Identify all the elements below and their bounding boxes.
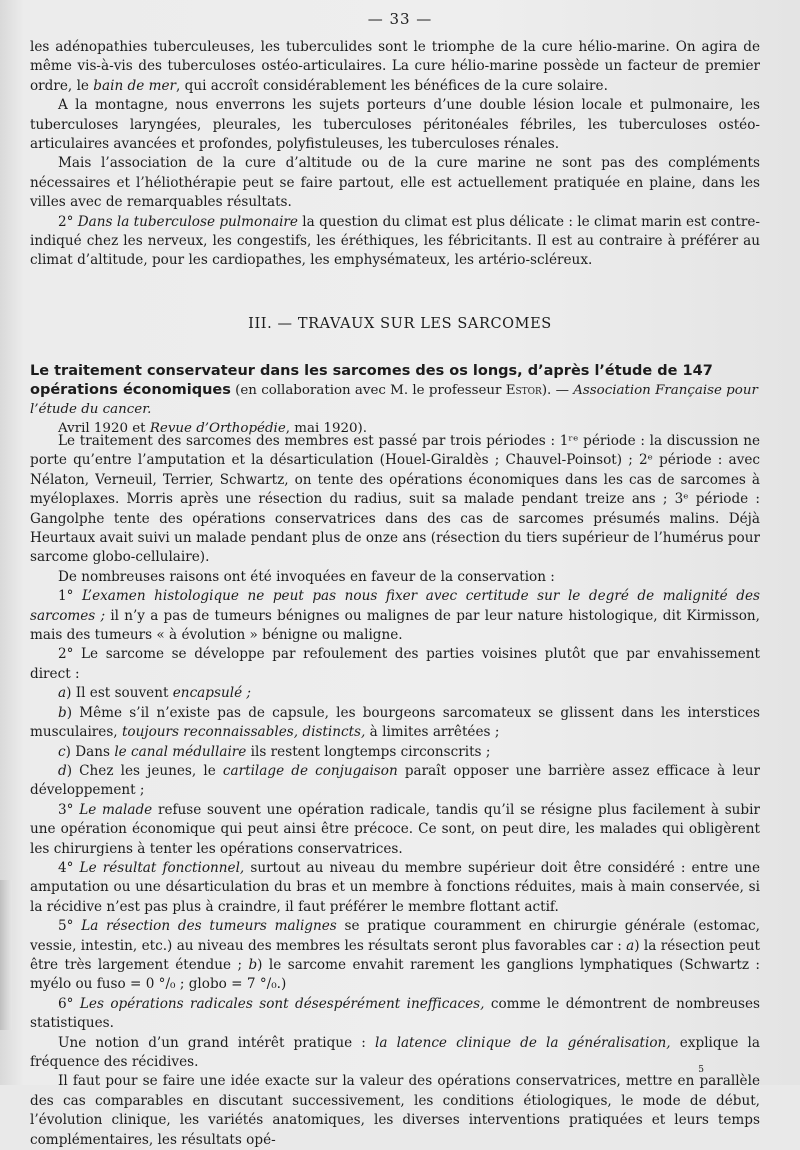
body-paragraph	[30, 645, 760, 684]
body-paragraph	[30, 743, 760, 762]
paragraph-text: ) Chez les jeunes, le	[66, 762, 223, 779]
article-journal-2: Revue d’Orthopédie	[149, 421, 286, 436]
paragraph-text: les adénopathies tuberculeuses, les tuberculides sont le triomphe de la cure hélio-marine. On agira de même vis-à-vis des tuberculoses ostéo-articulaires. La cure hélio-marine possède un facteur de premier ordre, le	[30, 39, 760, 94]
paragraph-text: ils restent longtemps circonscrits ;	[246, 743, 491, 760]
body-paragraph	[30, 1072, 760, 1150]
italic-text: L’examen histologique ne peut pas nous fixer avec certitude sur le degré de malignité des sarcomes ;	[30, 588, 760, 624]
paragraph-text: comme le démontrent de nombreuses statistiques.	[30, 995, 760, 1032]
italic-text: a	[58, 685, 67, 702]
intro-paragraph	[30, 213, 760, 271]
paragraph-text: à limites arrêtées ;	[365, 724, 500, 741]
body-paragraph	[30, 859, 760, 917]
paragraph-text: Une notion d’un grand intérêt pratique :	[58, 1034, 376, 1051]
body-paragraph	[30, 568, 760, 587]
italic-text: bain de mer	[93, 77, 177, 94]
intro-paragraph	[30, 38, 760, 96]
paragraph-text: 4°	[58, 859, 80, 876]
article-body	[30, 432, 760, 1150]
paragraph-text: ) le sarcome envahit rarement les ganglions lymphatiques (Schwartz : myélo ou fuso = 0 °/₀ ; globo = 7 °/₀.)	[30, 956, 760, 993]
italic-text: d	[58, 762, 67, 779]
paragraph-text: 2°	[58, 213, 78, 230]
italic-text: b	[248, 956, 258, 973]
body-paragraph	[30, 704, 760, 743]
body-paragraph	[30, 801, 760, 859]
paragraph-text: surtout au niveau du membre supérieur doit être considéré : entre une amputation ou une désarticulation du bras et un membre à fonctions réduites, mais à main conservée, si la récidive n’est pas plus à craindre, il faut préférer le membre flottant actif.	[30, 859, 760, 915]
body-paragraph	[30, 432, 760, 568]
paragraph-text: paraît opposer une barrière assez efficace à leur développement ;	[30, 762, 760, 799]
italic-text: cartilage de conjugaison	[222, 762, 398, 779]
article-header	[30, 362, 760, 438]
italic-text: toujours reconnaissables, distincts,	[121, 724, 366, 741]
paragraph-text: il n’y a pas de tumeurs bénignes ou malignes de par leur nature histologique, dit Kirmisson, mais des tumeurs « à évolution » bénigne ou maligne.	[30, 607, 760, 644]
paragraph-text: la question du climat est plus délicate : le climat marin est contre-indiqué chez les nerveux, les congestifs, les éréthiques, les fébricitants. Il est au contraire à préférer au climat d’altitude, pour les cardiopathes, les emphysémateux, les artério-scléreux.	[30, 213, 760, 269]
article-cite-date: Avril 1920 et	[58, 421, 150, 436]
paragraph-text: 5°	[58, 918, 82, 935]
italic-text: le canal médullaire	[114, 743, 247, 760]
italic-text: Dans la tuberculose pulmonaire	[77, 213, 298, 230]
footer-mark: 5	[698, 1065, 704, 1075]
article-cite-date-2: , mai 1920).	[285, 421, 368, 436]
paragraph-text: Le traitement des sarcomes des membres est passé par trois périodes : 1ʳᵉ période : la discussion ne porte qu’entre l’amputation et la désarticulation (Houel-Giraldès ; Chauvel-Poinsot) ; 2ᵉ période : avec Nélaton, Verneuil, Terrier, Schwartz, on tente des opérations économiques dans les cas de sarcomes à myéloplaxes. Morris après une résection du radius, suit sa malade pendant treize ans ; 3ᵉ période : Gangolphe tente des opérations conservatrices dans des cas de sarcomes présumés malins. Déjà Heurtaux avait suivi un malade pendant plus de onze ans (résection du tiers supérieur de l’humérus pour sarcome globo-cellulaire).	[30, 433, 760, 566]
article-journal-1: Association Française pour l’étude du cancer.	[30, 383, 758, 417]
article-collab-suffix: ). —	[541, 383, 574, 398]
italic-text: La résection des tumeurs malignes	[81, 918, 337, 935]
intro-paragraph	[30, 96, 760, 154]
body-paragraph	[30, 762, 760, 801]
italic-text: la latence clinique de la généralisation,	[375, 1034, 671, 1051]
paragraph-text: De nombreuses raisons ont été invoquées en faveur de la conservation :	[58, 568, 555, 585]
paragraph-text: ) Même s’il n’existe pas de capsule, les bourgeons sarcomateux se glissent dans les interstices musculaires,	[30, 704, 760, 741]
section-heading: III. — TRAVAUX SUR LES SARCOMES	[248, 316, 552, 332]
paragraph-text: 1°	[58, 588, 82, 605]
italic-text: c	[58, 743, 66, 760]
paragraph-text: A la montagne, nous enverrons les sujets porteurs d’une double lésion locale et pulmonaire, les tuberculoses laryngées, pleurales, les tuberculoses péritonéales fébriles, les tuberculoses ostéo-articulaires avancées et profondes, polyfistuleuses, les tuberculoses rénales.	[30, 97, 760, 153]
article-collab-name: Estor	[505, 383, 542, 398]
paragraph-text: ) Dans	[65, 743, 115, 760]
italic-text: Le résultat fonctionnel,	[79, 859, 245, 876]
italic-text: Les opérations radicales sont désespérément inefficaces,	[79, 995, 485, 1012]
body-paragraph	[30, 1034, 760, 1073]
paragraph-text: Mais l’association de la cure d’altitude ou de la cure marine ne sont pas des compléments nécessaires et l’héliothérapie peut se faire partout, elle est actuellement pratiquée en plaine, dans les villes avec de remarquables résultats.	[30, 155, 760, 211]
paragraph-text: 6°	[58, 995, 80, 1012]
page-number: — 33 —	[367, 10, 433, 28]
paragraph-text: explique la fréquence des récidives.	[30, 1034, 760, 1070]
article-collab-prefix: (en collaboration avec M. le professeur	[230, 383, 506, 398]
paragraph-text: Il faut pour se faire une idée exacte sur la valeur des opérations conservatrices, mettre en parallèle des cas comparables en discutant successivement, les conditions étiologiques, le mode de début, l’évolution clinique, les variétés anatomiques, les diverses interventions pratiquées et leurs temps complémentaires, les résultats opé-	[30, 1073, 760, 1148]
intro-paragraph	[30, 154, 760, 212]
paragraph-text: ) la résection peut être très largement étendue ;	[30, 937, 760, 973]
body-paragraph	[30, 995, 760, 1034]
article-title	[30, 362, 760, 419]
italic-text: b	[58, 704, 67, 721]
italic-text: Le malade	[79, 801, 153, 818]
paragraph-text: 2° Le sarcome se développe par refoulement des parties voisines plutôt que par envahissement direct :	[30, 646, 760, 682]
paragraph-text: , qui accroît considérablement les bénéfices de la cure solaire.	[176, 77, 608, 94]
article-title-text: Le traitement conservateur dans les sarcomes des os longs, d’après l’étude de 147 opérations économiques	[30, 363, 713, 398]
paragraph-text: 3°	[58, 801, 80, 818]
page-edge-shadow	[0, 880, 12, 1030]
paragraph-text: refuse souvent une opération radicale, tandis qu’il se résigne plus facilement à subir une opération économique qui peut ainsi être précoce. Ce sont, on peut dire, les malades qui obligèrent les chirurgiens à tenter les opérations conservatrices.	[30, 801, 760, 857]
paragraph-text: se pratique couramment en chirurgie générale (estomac, vessie, intestin, etc.) au niveau des membres les résultats seront plus favorables car :	[30, 918, 760, 954]
italic-text: encapsulé ;	[172, 685, 252, 702]
body-paragraph	[30, 684, 760, 703]
paragraph-text: ) Il est souvent	[66, 685, 173, 702]
italic-text: a	[626, 937, 635, 954]
intro-paragraphs	[30, 38, 760, 271]
body-paragraph	[30, 587, 760, 645]
body-paragraph	[30, 917, 760, 995]
